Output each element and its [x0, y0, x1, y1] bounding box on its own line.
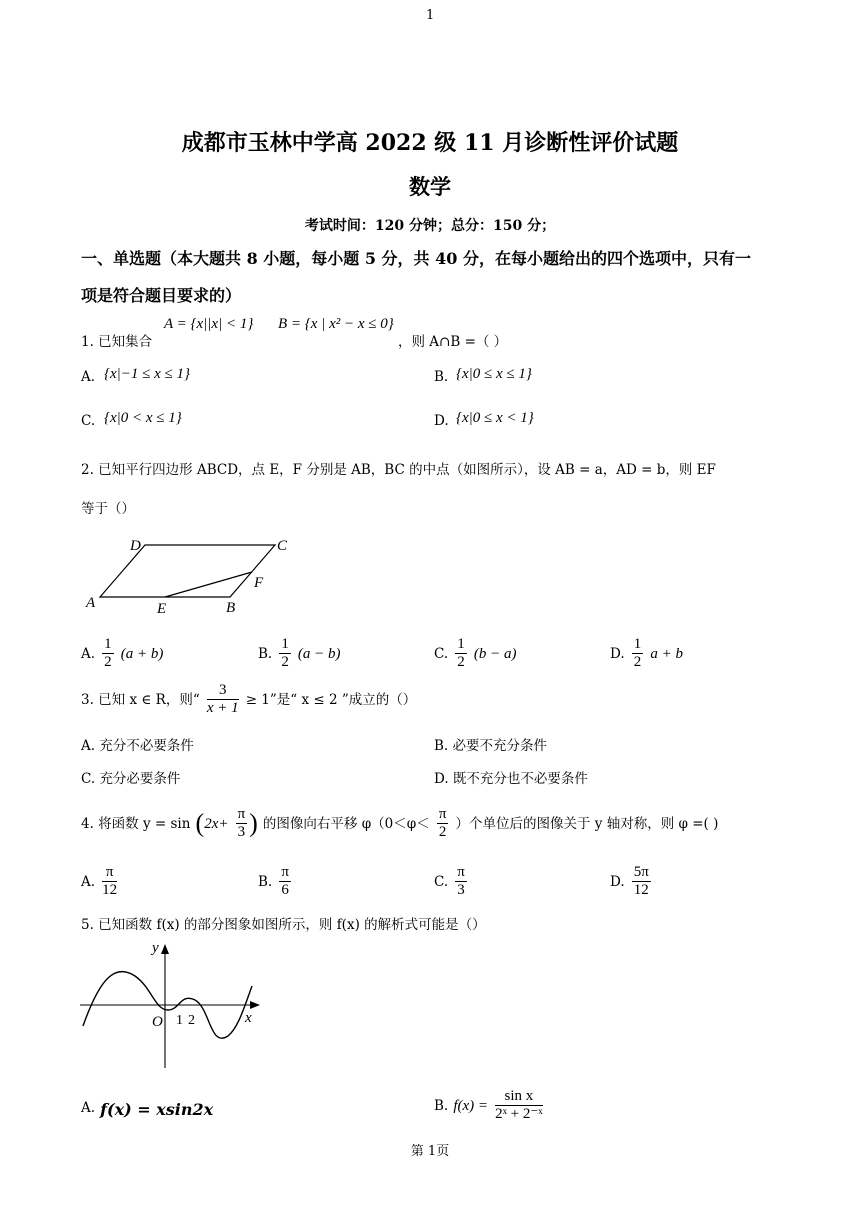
q4-option-c: C. $\frac{\pi}{3}$	[434, 864, 465, 898]
q2-option-d: D. $\frac{1}{2}$ a + b	[610, 636, 683, 670]
q3-option-a: A. 充分不必要条件	[81, 738, 194, 754]
q3-fraction: $\frac{3}{x + 1}$	[206, 682, 239, 716]
q2-option-b: B. $\frac{1}{2}$ (a − b)	[258, 636, 341, 670]
q3-option-b: B. 必要不充分条件	[434, 738, 548, 754]
q5-stem: 5. 已知函数 f(x) 的部分图象如图所示，则 f(x) 的解析式可能是（）	[81, 917, 486, 933]
page-number-top: 1	[426, 8, 435, 23]
point-a-label: A	[86, 595, 96, 611]
q2-line1: 2. 已知平行四边形 ABCD，点 E，F 分别是 AB，BC 的中点（如图所示），设 AB = a，AD = b，则 EF	[81, 462, 716, 478]
q2-option-c: C. $\frac{1}{2}$ (b − a)	[434, 636, 517, 670]
q1-option-a: {x|−1 ≤ x ≤ 1}	[104, 366, 191, 382]
q1-option-b-label: B.	[434, 369, 449, 385]
page-footer: 第 1页	[410, 1144, 450, 1159]
q4-option-d: D. $\frac{5\pi}{12}$	[610, 864, 649, 898]
section-heading-line1: 一、单选题（本大题共 8 小题，每小题 5 分，共 40 分，在每小题给出的四个选项中，只有一	[81, 249, 751, 268]
point-c-label: C	[277, 538, 288, 554]
point-b-label: B	[226, 600, 236, 616]
function-graph-figure	[80, 938, 270, 1073]
q4-option-a: A. $\frac{\pi}{12}$	[81, 864, 118, 898]
q3-option-c: C. 充分必要条件	[81, 771, 181, 787]
parallelogram-shape	[100, 545, 275, 597]
exam-title: 成都市玉林中学高 2022 级 11 月诊断性评价试题	[181, 130, 679, 156]
graph-y-label: y	[152, 940, 159, 956]
q1-option-c-label: C.	[81, 413, 96, 429]
q5-option-a: $^{A.}$ f(x) = xsin2x	[81, 1100, 214, 1119]
q3-option-d: D. 既不充分也不必要条件	[434, 771, 588, 787]
q2-option-a: A. $\frac{1}{2}$ (a + b)	[81, 636, 164, 670]
section-heading-line2: 项是符合题目要求的）	[81, 286, 242, 305]
q1-option-d-label: D.	[434, 413, 449, 429]
point-f-label: F	[254, 575, 264, 591]
point-e-label: E	[157, 601, 167, 617]
graph-tick-2: 2	[188, 1013, 195, 1028]
q2-line2: 等于（）	[81, 501, 135, 517]
q4-option-b: B. $\frac{\pi}{6}$	[258, 864, 289, 898]
q1-option-b: {x|0 ≤ x ≤ 1}	[456, 366, 532, 382]
segment-ef	[165, 572, 252, 597]
graph-tick-1: 1	[176, 1013, 183, 1028]
parallelogram-figure	[80, 532, 300, 622]
graph-origin-label: O	[152, 1014, 163, 1030]
y-axis-arrow	[161, 944, 169, 954]
q1-set-a: A = {x||x| < 1}	[164, 316, 254, 332]
q3-stem: 3. 已知 x ∈ R，则“ $\frac{3}{x + 1}$ ≥ 1”是“ x ≤ 2 ”成立的（）	[81, 682, 417, 716]
q5-option-b: B. f(x) = $\frac{\text{sin x}}{\text{2ˣ + 2⁻ˣ}}$	[434, 1088, 543, 1122]
q1-option-d: {x|0 ≤ x < 1}	[456, 410, 534, 426]
q4-stem: 4. 将函数 y = sin (2x+ $\frac{\pi}{3}$ ) 的图像向右平移 φ（0＜φ＜ $\frac{\pi}{2}$ ）个单位后的图像关于 y 轴对称，则 φ =( )	[81, 806, 719, 840]
x-axis-arrow	[250, 1001, 260, 1009]
q1-option-c: {x|0 < x ≤ 1}	[104, 410, 182, 426]
point-d-label: D	[130, 538, 141, 554]
q1-set-b: B = {x | x² − x ≤ 0}	[278, 316, 394, 332]
q1-prefix: 1. 已知集合	[81, 334, 153, 350]
q1-ask: ，则 A∩B =（ ）	[398, 334, 508, 350]
subject-title: 数学	[409, 174, 451, 199]
q1-option-a-label: A.	[81, 369, 96, 385]
exam-info: 考试时间：120 分钟；总分：150 分；	[304, 218, 556, 234]
graph-x-label: x	[245, 1010, 252, 1026]
